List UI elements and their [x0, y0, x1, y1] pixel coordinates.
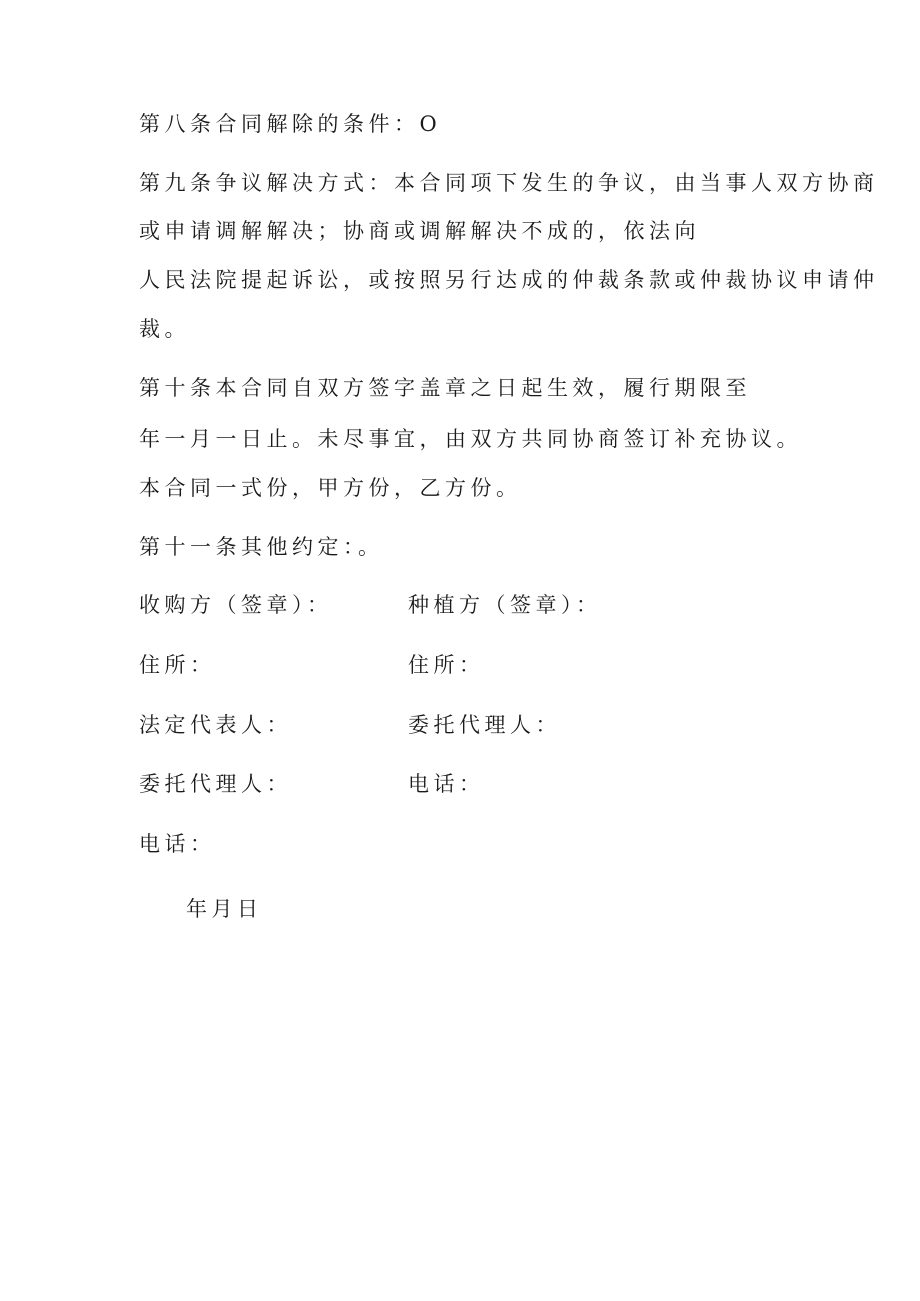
- article-8-termination-conditions: 第八条合同解除的条件：O: [139, 112, 442, 136]
- buyer-address-label: 住所：: [139, 653, 216, 677]
- signing-date-label: 年月日: [186, 897, 263, 921]
- article-9-line-1: 第九条争议解决方式：本合同项下发生的争议，由当事人双方协商: [139, 171, 879, 195]
- article-10-line-2: 年一月一日止。未尽事宜，由双方共同协商签订补充协议。: [139, 427, 802, 451]
- grower-phone-label: 电话：: [408, 772, 485, 796]
- buyer-signature-label: 收购方（签章）：: [139, 593, 333, 617]
- article-9-line-2: 或申请调解解决；协商或调解解决不成的，依法向: [139, 219, 700, 243]
- grower-address-label: 住所：: [408, 653, 485, 677]
- grower-agent-label: 委托代理人：: [408, 713, 561, 737]
- article-11-other-agreements: 第十一条其他约定：。: [139, 535, 384, 559]
- buyer-legal-representative-label: 法定代表人：: [139, 713, 292, 737]
- grower-signature-label: 种植方（签章）：: [408, 593, 602, 617]
- article-9-line-3: 人民法院提起诉讼，或按照另行达成的仲裁条款或仲裁协议申请仲: [139, 268, 879, 292]
- buyer-agent-label: 委托代理人：: [139, 772, 292, 796]
- buyer-phone-label: 电话：: [139, 832, 216, 856]
- article-9-line-4: 裁。: [139, 317, 190, 341]
- article-10-line-3: 本合同一式份，甲方份，乙方份。: [139, 476, 522, 500]
- article-10-line-1: 第十条本合同自双方签字盖章之日起生效，履行期限至: [139, 376, 751, 400]
